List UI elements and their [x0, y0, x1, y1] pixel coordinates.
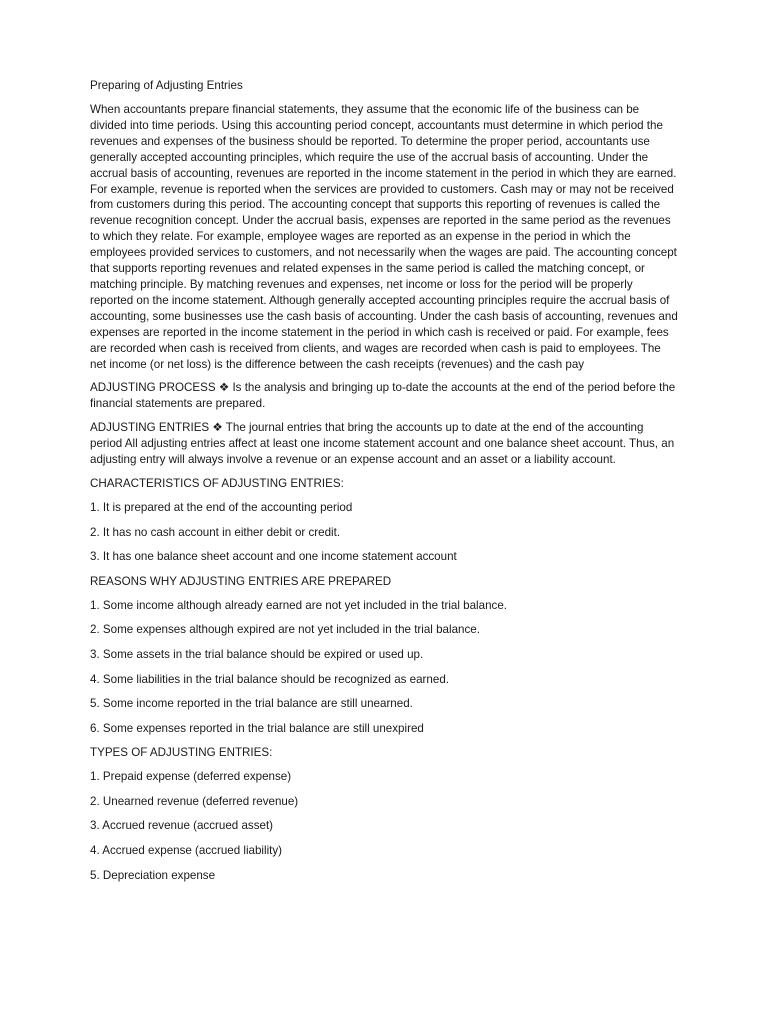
document-title: Preparing of Adjusting Entries — [90, 79, 243, 92]
list-item: 3. Some assets in the trial balance should be expired or used up. — [90, 647, 424, 661]
list-item: 4. Accrued expense (accrued liability) — [90, 844, 283, 858]
list-item: 2. Unearned revenue (deferred revenue) — [90, 794, 299, 808]
list-item: 5. Depreciation expense — [90, 868, 216, 882]
types-list — [90, 769, 678, 883]
list-item: 1. Prepaid expense (deferred expense) — [90, 770, 292, 784]
list-item: 4. Some liabilities in the trial balance should be recognized as earned. — [90, 672, 449, 686]
intro-paragraph: When accountants prepare financial statements, they assume that the economic life of the business can be divided into time periods. Using this accounting period concept, accountants must determine in which period the revenues and expenses of the business should be reported. To determine the proper period, accountants use generally accepted accounting principles, which require the use of the accrual basis of accounting. Under the accrual basis of accounting, revenues are reported in the income statement in the period in which they are earned. For example, revenue is reported when the services are provided to customers. Cash may or may not be received from customers during this period. The accounting concept that supports this reporting of revenues is called the revenue recognition concept. Under the accrual basis, expenses are reported in the same period as the revenues to which they relate. For example, employee wages are reported as an expense in the period in which the employees provided services to customers, and not necessarily when the wages are paid. The accounting concept that supports reporting revenues and related expenses in the same period is called the matching concept, or matching principle. By matching revenues and expenses, net income or loss for the period will be properly reported on the income statement. Although generally accepted accounting principles require the accrual basis of accounting, some businesses use the cash basis of accounting. Under the cash basis of accounting, revenues and expenses are reported in the income statement in the period in which cash is received or paid. For example, fees are recorded when cash is received from clients, and wages are recorded when cash is paid to employees. The net income (or net loss) is the difference between the cash receipts (revenues) and the cash pay — [90, 103, 678, 371]
list-item: 1. Some income although already earned are not yet included in the trial balance. — [90, 598, 507, 612]
characteristics-heading: CHARACTERISTICS OF ADJUSTING ENTRIES: — [90, 476, 344, 490]
reasons-heading: REASONS WHY ADJUSTING ENTRIES ARE PREPARED — [90, 574, 392, 588]
adjusting-entries-paragraph: ADJUSTING ENTRIES ❖ The journal entries that bring the accounts up to date at the end of the accounting period All adjusting entries affect at least one income statement account and one balance sheet account. Thus, an adjusting entry will always involve a revenue or an expense account and an asset or a liability account. — [90, 421, 675, 467]
list-item: 6. Some expenses reported in the trial balance are still unexpired — [90, 721, 424, 735]
list-item: 3. It has one balance sheet account and one income statement account — [90, 550, 457, 564]
reasons-list — [90, 598, 678, 737]
list-item: 1. It is prepared at the end of the accounting period — [90, 500, 353, 514]
types-heading: TYPES OF ADJUSTING ENTRIES: — [90, 746, 273, 760]
document-page — [90, 78, 678, 892]
adjusting-process-paragraph: ADJUSTING PROCESS ❖ Is the analysis and bringing up to-date the accounts at the end of the period before the financial statements are prepared. — [90, 381, 676, 411]
list-item: 3. Accrued revenue (accrued asset) — [90, 819, 274, 833]
list-item: 2. Some expenses although expired are not yet included in the trial balance. — [90, 623, 480, 637]
characteristics-list — [90, 500, 678, 565]
list-item: 5. Some income reported in the trial balance are still unearned. — [90, 697, 413, 711]
list-item: 2. It has no cash account in either debit or credit. — [90, 525, 341, 539]
